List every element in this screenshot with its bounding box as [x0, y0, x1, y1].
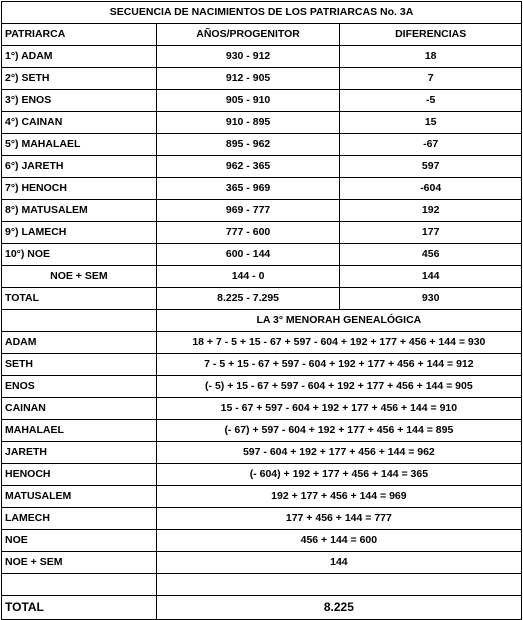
- patriarchs-table: [1, 1, 522, 620]
- table-row: [2, 90, 522, 112]
- table-row: [2, 222, 522, 244]
- table-row: [2, 112, 522, 134]
- patriarch-diff: -604: [340, 178, 522, 200]
- title-row: [2, 2, 522, 24]
- menorah-formula: 15 - 67 + 597 - 604 + 192 + 177 + 456 + 144 = 910: [156, 398, 521, 420]
- patriarch-name: 1°) ADAM: [2, 46, 157, 68]
- patriarch-diff: 597: [340, 156, 522, 178]
- menorah-name: HENOCH: [2, 464, 157, 486]
- menorah-row: [2, 376, 522, 398]
- empty-cell: [2, 310, 157, 332]
- patriarch-name: 3°) ENOS: [2, 90, 157, 112]
- header-years: AÑOS/PROGENITOR: [156, 24, 340, 46]
- menorah-row: [2, 486, 522, 508]
- table-row: [2, 244, 522, 266]
- patriarch-name: 7°) HENOCH: [2, 178, 157, 200]
- menorah-row: [2, 442, 522, 464]
- patriarch-diff: 15: [340, 112, 522, 134]
- table-row: [2, 134, 522, 156]
- header-row: [2, 24, 522, 46]
- patriarch-name: 8°) MATUSALEM: [2, 200, 157, 222]
- menorah-row: [2, 420, 522, 442]
- menorah-row: [2, 552, 522, 574]
- table-title: SECUENCIA DE NACIMIENTOS DE LOS PATRIARCAS No. 3A: [2, 2, 522, 24]
- menorah-formula: 7 - 5 + 15 - 67 + 597 - 604 + 192 + 177 + 456 + 144 = 912: [156, 354, 521, 376]
- menorah-name: CAINAN: [2, 398, 157, 420]
- patriarch-name: 4°) CAINAN: [2, 112, 157, 134]
- menorah-name: LAMECH: [2, 508, 157, 530]
- menorah-formula: (- 67) + 597 - 604 + 192 + 177 + 456 + 144 = 895: [156, 420, 521, 442]
- patriarch-diff: -5: [340, 90, 522, 112]
- empty-cell: [2, 574, 157, 596]
- menorah-formula: 192 + 177 + 456 + 144 = 969: [156, 486, 521, 508]
- menorah-formula: 177 + 456 + 144 = 777: [156, 508, 521, 530]
- patriarch-years: 905 - 910: [156, 90, 340, 112]
- menorah-row: [2, 332, 522, 354]
- final-total-row: [2, 596, 522, 620]
- menorah-row: [2, 508, 522, 530]
- menorah-row: [2, 464, 522, 486]
- total-diff: 930: [340, 288, 522, 310]
- menorah-name: NOE: [2, 530, 157, 552]
- total-label: TOTAL: [2, 288, 157, 310]
- table-row: [2, 178, 522, 200]
- patriarch-years: 930 - 912: [156, 46, 340, 68]
- patriarch-diff: 7: [340, 68, 522, 90]
- menorah-name: ADAM: [2, 332, 157, 354]
- menorah-title: LA 3° MENORAH GENEALÓGICA: [156, 310, 521, 332]
- header-patriarca: PATRIARCA: [2, 24, 157, 46]
- menorah-formula: 144: [156, 552, 521, 574]
- menorah-formula: (- 604) + 192 + 177 + 456 + 144 = 365: [156, 464, 521, 486]
- table-row: [2, 46, 522, 68]
- patriarch-years: 962 - 365: [156, 156, 340, 178]
- patriarch-diff: 456: [340, 244, 522, 266]
- patriarch-diff: -67: [340, 134, 522, 156]
- patriarch-diff: 177: [340, 222, 522, 244]
- menorah-formula: 18 + 7 - 5 + 15 - 67 + 597 - 604 + 192 + 177 + 456 + 144 = 930: [156, 332, 521, 354]
- final-total-value: 8.225: [156, 596, 521, 620]
- table-row: [2, 156, 522, 178]
- blank-row: [2, 574, 522, 596]
- menorah-row: [2, 398, 522, 420]
- menorah-name: JARETH: [2, 442, 157, 464]
- patriarch-diff: 192: [340, 200, 522, 222]
- menorah-name: MAHALAEL: [2, 420, 157, 442]
- menorah-formula: 597 - 604 + 192 + 177 + 456 + 144 = 962: [156, 442, 521, 464]
- menorah-formula: (- 5) + 15 - 67 + 597 - 604 + 192 + 177 + 456 + 144 = 905: [156, 376, 521, 398]
- table-row: [2, 266, 522, 288]
- patriarch-years: 144 - 0: [156, 266, 340, 288]
- menorah-row: [2, 354, 522, 376]
- patriarch-years: 912 - 905: [156, 68, 340, 90]
- total-row: [2, 288, 522, 310]
- patriarch-diff: 18: [340, 46, 522, 68]
- patriarch-name: 6°) JARETH: [2, 156, 157, 178]
- menorah-name: NOE + SEM: [2, 552, 157, 574]
- menorah-name: ENOS: [2, 376, 157, 398]
- patriarch-years: 910 - 895: [156, 112, 340, 134]
- table-row: [2, 68, 522, 90]
- menorah-formula: 456 + 144 = 600: [156, 530, 521, 552]
- menorah-row: [2, 530, 522, 552]
- patriarch-years: 969 - 777: [156, 200, 340, 222]
- empty-cell: [156, 574, 521, 596]
- patriarch-name: 9°) LAMECH: [2, 222, 157, 244]
- patriarch-years: 777 - 600: [156, 222, 340, 244]
- patriarch-years: 895 - 962: [156, 134, 340, 156]
- patriarch-diff: 144: [340, 266, 522, 288]
- final-total-label: TOTAL: [2, 596, 157, 620]
- table-row: [2, 200, 522, 222]
- patriarch-years: 600 - 144: [156, 244, 340, 266]
- patriarch-name: 10°) NOE: [2, 244, 157, 266]
- menorah-title-row: [2, 310, 522, 332]
- total-years: 8.225 - 7.295: [156, 288, 340, 310]
- patriarch-name: NOE + SEM: [2, 266, 157, 288]
- patriarch-years: 365 - 969: [156, 178, 340, 200]
- header-differences: DIFERENCIAS: [340, 24, 522, 46]
- patriarch-name: 5°) MAHALAEL: [2, 134, 157, 156]
- patriarch-name: 2°) SETH: [2, 68, 157, 90]
- menorah-name: MATUSALEM: [2, 486, 157, 508]
- menorah-name: SETH: [2, 354, 157, 376]
